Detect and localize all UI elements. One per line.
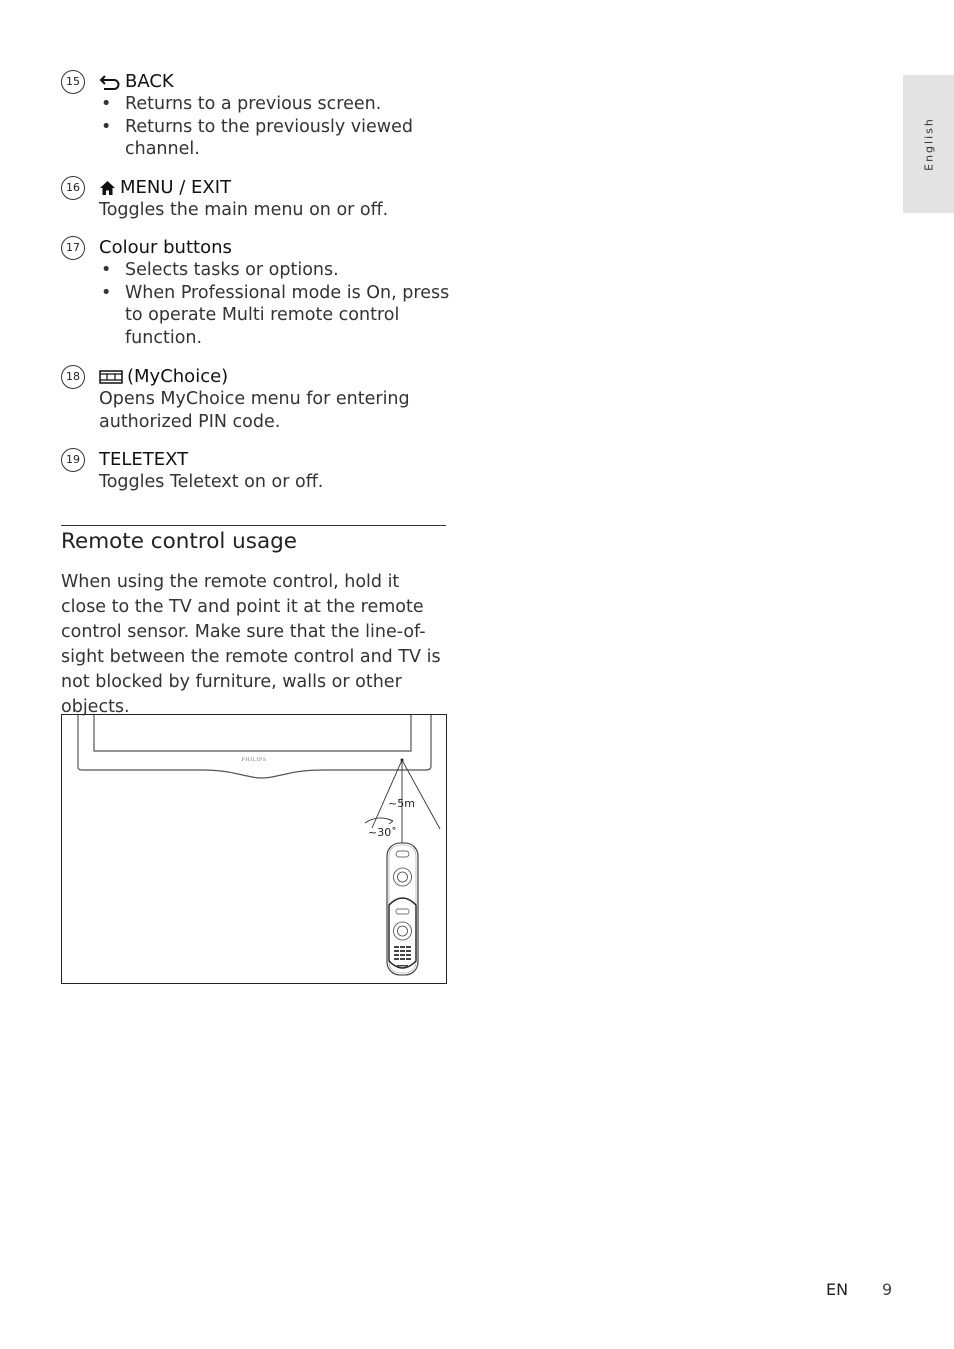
item-number: 19 (61, 448, 85, 472)
home-icon (99, 180, 116, 196)
item-teletext (61, 448, 451, 494)
item-menu-exit (61, 176, 451, 222)
language-tab-label: English (922, 117, 935, 171)
section-title: Remote control usage (61, 529, 298, 554)
item-mychoice (61, 365, 451, 434)
bullet-item: • Selects tasks or options. (99, 259, 451, 282)
section-paragraph: When using the remote control, hold it close to the TV and point it at the remote control sensor. Make sure that the line-of-sight between the remote control and TV is not blocked by furniture, walls or other objects. (61, 572, 441, 717)
remote-usage-illustration (62, 715, 446, 983)
bullet-item: • Returns to a previous screen. (99, 93, 451, 116)
item-description: Toggles Teletext on or off. (99, 472, 324, 492)
item-number: 16 (61, 176, 85, 200)
tv-brand-logo: PHILIPS (241, 757, 267, 763)
bullet-list (99, 93, 451, 161)
section-divider (61, 525, 446, 526)
bullet-list (99, 259, 451, 349)
remote-usage-figure (61, 714, 447, 984)
angle-label: ~30˚ (368, 826, 397, 839)
tv-frame (78, 715, 431, 778)
item-title: BACK (125, 71, 174, 92)
item-number: 17 (61, 236, 85, 260)
item-number: 15 (61, 70, 85, 94)
remote-control (387, 843, 418, 975)
item-title: TELETEXT (99, 449, 189, 470)
bullet-item: • When Professional mode is On, press to operate Multi remote control function. (99, 282, 451, 350)
item-description: Opens MyChoice menu for entering authorized PIN code. (99, 389, 410, 432)
item-title: MENU / EXIT (120, 177, 232, 198)
item-back (61, 70, 451, 161)
page-number: 9 (882, 1280, 893, 1299)
footer-language: EN (826, 1280, 849, 1299)
distance-label: ~5m (388, 797, 415, 810)
bullet-item: • Returns to the previously viewed channel. (99, 116, 451, 161)
item-description: Toggles the main menu on or off. (99, 200, 389, 220)
tv-screen (94, 715, 411, 751)
item-title: Colour buttons (99, 237, 232, 258)
language-tab (903, 75, 954, 213)
back-arrow-icon (99, 74, 121, 90)
mychoice-icon (99, 370, 123, 384)
item-colour-buttons (61, 236, 451, 349)
item-title: (MyChoice) (127, 366, 229, 387)
item-number: 18 (61, 365, 85, 389)
